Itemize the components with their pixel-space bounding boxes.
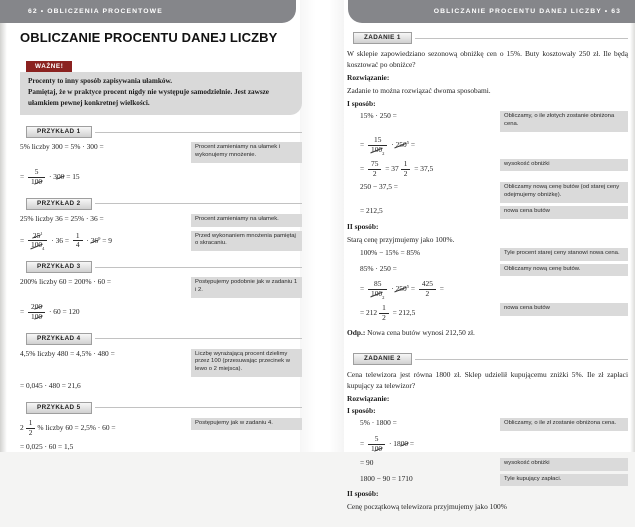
section-label: PRZYKŁAD 2: [26, 198, 92, 210]
math-row: [20, 277, 302, 298]
left-page: [20, 30, 302, 463]
note-box: Przed wykonaniem mnożenia pamiętaj o skracaniu.: [191, 231, 302, 252]
paragraph: Cena telewizora jest równa 1800 zł. Sklep udzielił kupującemu zniżki 5%. Ile zł zapłaci kupujący za telewizor?: [347, 370, 628, 391]
math-line: [347, 279, 628, 300]
math-line: [347, 248, 500, 259]
math-text: % liczby 60 = 2,5% · 60 =: [37, 422, 116, 432]
task-section: [347, 353, 628, 512]
example-section: [20, 402, 302, 453]
math-line: [347, 418, 500, 429]
fraction-numerator: [368, 136, 387, 145]
math-text: = 212,5: [360, 205, 383, 215]
tasks-container: [347, 32, 628, 512]
math-text: 2: [28, 427, 33, 437]
fraction-numerator: [28, 232, 47, 241]
fraction-numerator: [419, 280, 436, 289]
math-text: = 9: [100, 235, 112, 245]
fraction-denominator: [379, 313, 389, 323]
section-divider: [95, 203, 302, 204]
note-box: Procent zamieniamy na ułamek i wykonujemy mnożenie.: [191, 142, 302, 163]
math-text: ·: [84, 235, 91, 245]
math-line: [20, 277, 191, 288]
math-cancelled-number: 250: [395, 139, 407, 149]
math-fraction: [28, 232, 47, 251]
section-divider: [415, 359, 628, 360]
math-line: [347, 159, 500, 180]
math-cancelled-number: 00: [34, 311, 43, 321]
math-text: 200% liczby 60 = 200% · 60 =: [20, 277, 112, 287]
section-divider: [95, 132, 302, 133]
subheading: I sposób:: [347, 406, 376, 416]
note-box: wysokość obniżki: [500, 458, 628, 471]
math-text: 5: [34, 167, 39, 177]
math-text: =: [437, 284, 444, 294]
note-box: Liczbę wyrażającą procent dzielimy przez 100 (przesuwając przecinek w lewo o 2 miejsca).: [191, 349, 302, 377]
example-section: [20, 126, 302, 187]
math-row: [347, 434, 628, 455]
math-text: = 37,5: [412, 163, 434, 173]
note-box: Procent zamieniamy na ułamek.: [191, 214, 302, 227]
math-text: =: [20, 172, 27, 182]
math-text: 85: [374, 279, 382, 289]
section-header: [20, 126, 302, 138]
math-text: 250 − 37,5 =: [360, 182, 398, 192]
math-line: [20, 167, 302, 188]
math-text: =: [360, 163, 367, 173]
left-page-header-bar: [0, 0, 296, 23]
math-text: 1800 − 90 = 1710: [360, 473, 413, 483]
section-divider: [95, 267, 302, 268]
important-box: [20, 72, 302, 115]
subheading: Rozwiązanie:: [347, 73, 390, 83]
math-text: · 60 = 120: [47, 306, 80, 316]
math-text: = 0,025 · 60 = 1,5: [20, 442, 74, 452]
math-text: 1: [382, 303, 386, 313]
section-label: PRZYKŁAD 3: [26, 261, 92, 273]
math-fraction: [368, 160, 381, 179]
math-fraction: [419, 280, 436, 299]
math-text: · 18: [387, 439, 401, 449]
fraction-denominator: [419, 289, 436, 299]
section-header: [20, 333, 302, 345]
math-superscript: 5: [406, 284, 409, 290]
section-divider: [95, 338, 302, 339]
math-text: 4: [75, 240, 80, 250]
math-row: [347, 458, 628, 471]
right-page-header: OBLICZANIE PROCENTU DANEJ LICZBY • 63: [433, 8, 621, 15]
important-text-line: Procenty to inny sposób zapisywania ułamków.: [28, 77, 173, 85]
right-page: [347, 32, 628, 527]
math-text: = 212: [360, 308, 378, 318]
math-row: [20, 302, 302, 323]
math-text: ·: [389, 139, 396, 149]
fraction-denominator: [401, 169, 411, 179]
example-section: [20, 333, 302, 392]
math-text: = 0,045 · 480 = 21,6: [20, 380, 81, 390]
math-fraction: [368, 136, 387, 155]
math-text: =: [20, 235, 27, 245]
math-fraction: [401, 160, 411, 179]
note-box: Tyle procent starej ceny stanowi nowa cena.: [500, 248, 628, 261]
math-row: [347, 248, 628, 261]
math-superscript: 5: [406, 139, 409, 145]
math-fraction: [28, 168, 45, 187]
math-line: [20, 442, 302, 453]
math-text: · 3: [47, 172, 57, 182]
math-row: [20, 442, 302, 453]
math-row: [347, 303, 628, 324]
section-header: [347, 32, 628, 44]
paragraph: W sklepie zapowiedziano sezonową obniżkę cen o 15%. Buty kosztowały 250 zł. Ile będą kosztować po obniżce?: [347, 49, 628, 70]
math-text: 2: [20, 422, 24, 432]
section-label: ZADANIE 2: [353, 353, 412, 365]
fraction-denominator: [28, 312, 45, 322]
math-text: =: [408, 284, 417, 294]
math-text: 1: [31, 311, 35, 321]
math-cancelled-number: 00: [400, 439, 409, 449]
note-box: Postępujemy jak w zadaniu 4.: [191, 418, 302, 431]
math-subscript: 2: [382, 150, 385, 156]
section-header: [347, 353, 628, 365]
math-line: [347, 111, 500, 122]
fraction-denominator: [73, 240, 83, 250]
math-text: 425: [421, 279, 433, 289]
example-section: [20, 261, 302, 322]
note-box: nowa cena butów: [500, 303, 628, 316]
math-row: [347, 206, 628, 219]
math-line: [20, 231, 191, 252]
answer-text: Nowa cena butów wynosi 212,50 zł.: [365, 327, 475, 337]
subheading: II sposób:: [347, 489, 379, 499]
math-text: 25% liczby 36 = 25% · 36 =: [20, 213, 104, 223]
math-cancelled-number: 100: [31, 240, 43, 250]
math-cancelled-number: 00: [56, 172, 65, 182]
math-text: = 212,5: [390, 308, 416, 318]
math-line: [347, 474, 500, 485]
answer-line: [347, 327, 628, 338]
subheading: Rozwiązanie:: [347, 394, 390, 404]
examples-container: [20, 126, 302, 453]
math-fraction: [26, 419, 36, 438]
section-label: PRZYKŁAD 4: [26, 333, 92, 345]
example-section: [20, 198, 302, 252]
math-text: 2: [425, 289, 430, 299]
math-text: 5% liczby 300 = 5% · 300 =: [20, 142, 104, 152]
math-text: =: [20, 306, 27, 316]
math-row: [347, 111, 628, 132]
task-section: [347, 32, 628, 338]
math-cancelled-number: 100: [371, 144, 383, 154]
math-fraction: [28, 303, 45, 322]
math-row: [347, 264, 628, 277]
math-row: [20, 214, 302, 227]
important-block: [20, 54, 302, 115]
math-row: [20, 418, 302, 439]
math-cancelled-number: 250: [395, 284, 407, 294]
math-line: [20, 142, 191, 153]
fraction-numerator: [73, 232, 83, 241]
math-line: [20, 381, 302, 392]
math-fraction: [368, 435, 385, 454]
fraction-numerator: [368, 160, 381, 169]
math-cancelled-number: 25: [32, 230, 41, 240]
fraction-numerator: [368, 435, 385, 444]
math-row: [20, 231, 302, 252]
math-line: [20, 349, 191, 360]
page-title: OBLICZANIE PROCENTU DANEJ LICZBY: [20, 30, 278, 45]
math-text: =: [360, 284, 367, 294]
math-row: [347, 418, 628, 431]
math-text: 1: [31, 176, 35, 186]
section-divider: [415, 38, 628, 39]
paragraph: Zadanie to można rozwiązać dwoma sposobami.: [347, 86, 491, 96]
math-text: 1: [371, 443, 375, 453]
fraction-numerator: [28, 303, 45, 312]
math-text: 1: [403, 158, 408, 168]
math-line: [347, 206, 500, 217]
fraction-numerator: [368, 280, 387, 289]
section-header: [20, 402, 302, 414]
note-box: nowa cena butów: [500, 206, 628, 219]
fraction-numerator: [401, 160, 411, 169]
fraction-denominator: [368, 145, 387, 155]
math-fraction: [368, 280, 387, 299]
math-cancelled-number: 36: [90, 235, 99, 245]
math-text: ·: [389, 284, 396, 294]
math-cancelled-number: 00: [34, 301, 43, 311]
math-text: 15: [374, 134, 382, 144]
math-cancelled-number: 00: [374, 443, 383, 453]
section-header: [20, 261, 302, 273]
fraction-numerator: [28, 168, 45, 177]
math-text: 85% · 250 =: [360, 263, 397, 273]
math-row: [20, 142, 302, 163]
fraction-denominator: [368, 444, 385, 454]
math-row: [347, 159, 628, 180]
math-line: [20, 214, 191, 225]
math-row: [347, 474, 628, 487]
math-text: = 90: [360, 457, 374, 467]
paragraph: Starą cenę przyjmujemy jako 100%.: [347, 234, 455, 244]
math-subscript: 2: [382, 295, 385, 301]
important-label: WAŻNE!: [26, 61, 72, 72]
math-row: [347, 135, 628, 156]
fraction-denominator: [28, 177, 45, 187]
section-label: PRZYKŁAD 5: [26, 402, 92, 414]
math-text: 1: [28, 417, 33, 427]
math-text: =: [360, 439, 367, 449]
note-box: Postępujemy podobnie jak w zadaniu 1 i 2.: [191, 277, 302, 298]
paragraph: Cenę początkową telewizora przyjmujemy jako 100%: [347, 502, 507, 512]
math-text: 2: [31, 301, 35, 311]
math-text: 2: [382, 313, 386, 323]
math-line: [20, 302, 302, 323]
math-cancelled-number: 100: [371, 289, 383, 299]
math-row: [20, 381, 302, 392]
subheading: II sposób:: [347, 221, 379, 231]
note-box: Tyle kupujący zapłaci.: [500, 474, 628, 487]
note-box: Obliczamy, o ile zł zostanie obniżona cena.: [500, 418, 628, 431]
scan-edge-right: [630, 0, 635, 452]
math-line: [20, 418, 191, 439]
math-line: [347, 135, 628, 156]
fraction-numerator: [26, 419, 36, 428]
math-text: =: [360, 139, 367, 149]
math-superscript: 1: [40, 230, 43, 236]
right-page-header-bar: [348, 0, 635, 23]
fraction-denominator: [368, 169, 381, 179]
section-header: [20, 198, 302, 210]
math-superscript: 9: [98, 235, 101, 241]
math-fraction: [379, 304, 389, 323]
note-box: Obliczamy nową cenę butów (od starej ceny odejmujemy obniżkę).: [500, 182, 628, 203]
math-line: [347, 434, 628, 455]
math-row: [20, 167, 302, 188]
math-row: [347, 279, 628, 300]
answer-prefix: Odp.:: [347, 327, 366, 337]
math-line: [347, 458, 500, 469]
math-fraction: [73, 232, 83, 251]
important-text-line: Pamiętaj, że w praktyce procent nigdy nie występuje samodzielnie. Jest zawsze ułamkiem pewnej konkretnej wielkości.: [28, 88, 270, 108]
math-row: [20, 349, 302, 377]
math-text: 1: [75, 230, 80, 240]
math-text: 15% · 250 =: [360, 111, 397, 121]
fraction-numerator: [379, 304, 389, 313]
math-text: 5: [374, 434, 379, 444]
note-box: Obliczamy, o ile złotych zostanie obniżona cena.: [500, 111, 628, 132]
fraction-denominator: [28, 240, 47, 250]
scan-edge-left: [0, 0, 7, 452]
math-text: =: [408, 439, 415, 449]
note-box: Obliczamy nową cenę butów.: [500, 264, 628, 277]
fraction-denominator: [26, 428, 36, 438]
math-text: 2: [403, 168, 408, 178]
math-cancelled-number: 00: [34, 176, 43, 186]
math-row: [347, 182, 628, 203]
math-line: [347, 303, 500, 324]
section-label: PRZYKŁAD 1: [26, 126, 92, 138]
book-gutter: [300, 0, 344, 452]
section-label: ZADANIE 1: [353, 32, 412, 44]
math-text: = 15: [64, 172, 80, 182]
math-text: 5% · 1800 =: [360, 418, 397, 428]
subheading: I sposób:: [347, 99, 376, 109]
fraction-denominator: [368, 289, 387, 299]
math-subscript: 4: [42, 246, 45, 252]
left-page-header: 62 • OBLICZENIA PROCENTOWE: [28, 8, 163, 15]
math-text: 100% − 15% = 85%: [360, 247, 421, 257]
math-text: = 37: [383, 163, 399, 173]
math-text: 2: [372, 168, 377, 178]
math-text: 75: [371, 158, 379, 168]
note-box: wysokość obniżki: [500, 159, 628, 172]
math-text: =: [408, 139, 416, 149]
math-line: [347, 182, 500, 193]
math-text: 4,5% liczby 480 = 4,5% · 480 =: [20, 348, 115, 358]
section-divider: [95, 407, 302, 408]
math-line: [347, 264, 500, 275]
math-text: · 36 =: [49, 235, 71, 245]
